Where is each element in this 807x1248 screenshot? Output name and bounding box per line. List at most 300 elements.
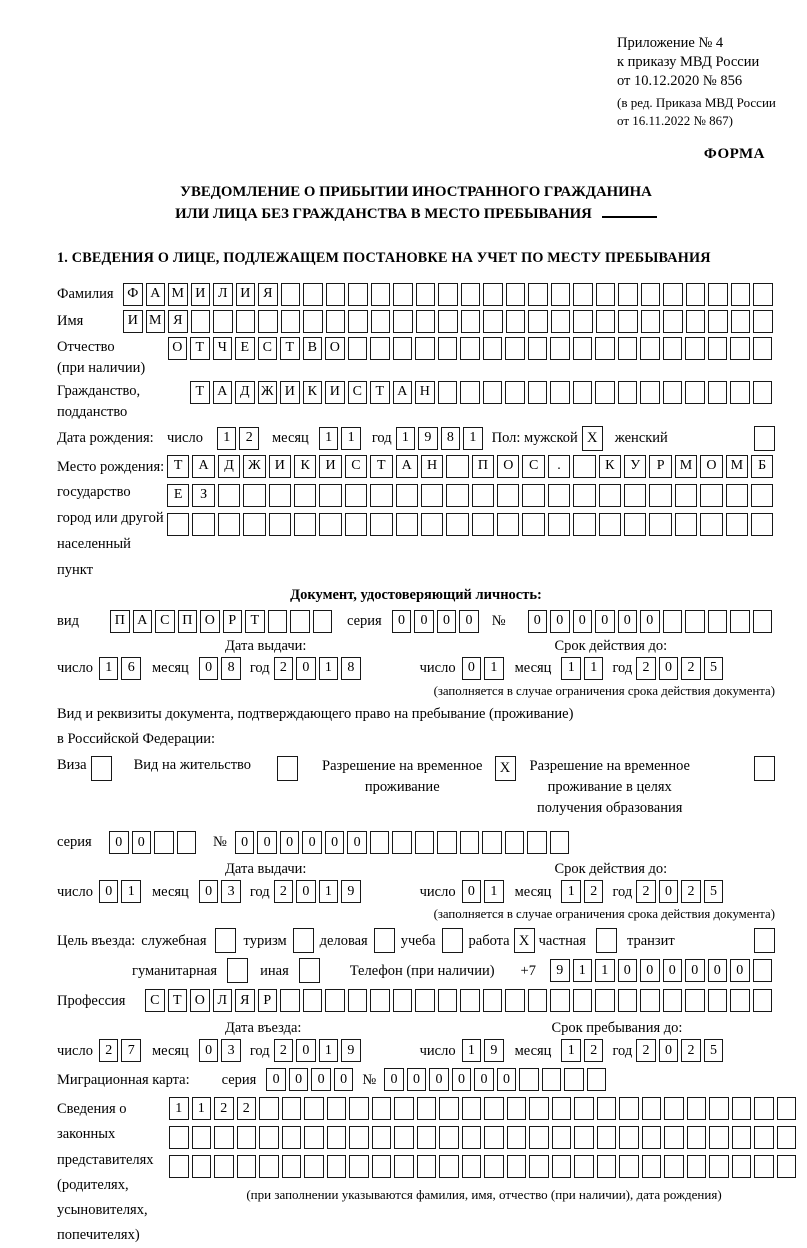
char-cell[interactable] [462, 1126, 482, 1149]
char-cell[interactable]: О [497, 455, 519, 478]
char-cell[interactable] [754, 1155, 774, 1178]
char-cell[interactable] [396, 513, 418, 536]
permit-issue-day[interactable] [99, 880, 144, 903]
char-cell[interactable] [213, 310, 233, 333]
char-cell[interactable] [529, 1126, 549, 1149]
char-cell[interactable] [624, 513, 646, 536]
char-cell[interactable] [438, 381, 458, 404]
char-cell[interactable] [587, 1068, 607, 1091]
iddoc-issue-year[interactable] [274, 657, 364, 680]
char-cell[interactable] [753, 959, 773, 982]
birthdate-month-boxes[interactable] [319, 427, 364, 450]
char-cell[interactable] [446, 455, 468, 478]
char-cell[interactable] [415, 989, 435, 1012]
birthplace-row2-boxes[interactable] [167, 484, 776, 507]
char-cell[interactable] [507, 1126, 527, 1149]
phone-boxes[interactable] [550, 959, 775, 982]
char-cell[interactable]: . [548, 455, 570, 478]
char-cell[interactable] [564, 1068, 584, 1091]
char-cell[interactable]: 0 [109, 831, 129, 854]
char-cell[interactable] [483, 283, 503, 306]
char-cell[interactable] [462, 1097, 482, 1120]
char-cell[interactable] [169, 1155, 189, 1178]
char-cell[interactable]: Т [190, 337, 210, 360]
char-cell[interactable] [327, 1126, 347, 1149]
char-cell[interactable]: П [472, 455, 494, 478]
char-cell[interactable] [732, 1097, 752, 1120]
char-cell[interactable] [528, 283, 548, 306]
char-cell[interactable] [259, 1155, 279, 1178]
char-cell[interactable] [460, 381, 480, 404]
char-cell[interactable] [214, 1155, 234, 1178]
char-cell[interactable]: 0 [659, 1039, 679, 1062]
permit-expiry-year[interactable] [636, 880, 726, 903]
char-cell[interactable] [483, 989, 503, 1012]
char-cell[interactable] [269, 484, 291, 507]
char-cell[interactable]: Т [168, 989, 188, 1012]
char-cell[interactable]: Н [421, 455, 443, 478]
char-cell[interactable] [522, 484, 544, 507]
char-cell[interactable] [484, 1155, 504, 1178]
char-cell[interactable] [497, 513, 519, 536]
char-cell[interactable] [599, 513, 621, 536]
char-cell[interactable] [416, 310, 436, 333]
char-cell[interactable]: П [110, 610, 130, 633]
char-cell[interactable] [753, 310, 773, 333]
char-cell[interactable] [709, 1097, 729, 1120]
char-cell[interactable]: 1 [595, 959, 615, 982]
char-cell[interactable]: 9 [484, 1039, 504, 1062]
char-cell[interactable] [624, 484, 646, 507]
char-cell[interactable] [528, 337, 548, 360]
char-cell[interactable] [281, 310, 301, 333]
char-cell[interactable] [192, 513, 214, 536]
residence-checkbox[interactable] [277, 756, 298, 781]
char-cell[interactable] [461, 283, 481, 306]
char-cell[interactable]: 0 [199, 1039, 219, 1062]
char-cell[interactable] [446, 513, 468, 536]
char-cell[interactable]: 0 [280, 831, 300, 854]
char-cell[interactable]: 5 [704, 657, 724, 680]
representatives-row2-boxes[interactable] [169, 1126, 799, 1149]
char-cell[interactable]: 1 [319, 427, 339, 450]
char-cell[interactable] [236, 310, 256, 333]
char-cell[interactable]: З [192, 484, 214, 507]
char-cell[interactable] [640, 381, 660, 404]
char-cell[interactable]: 1 [192, 1097, 212, 1120]
char-cell[interactable] [417, 1097, 437, 1120]
char-cell[interactable]: 2 [274, 657, 294, 680]
char-cell[interactable] [552, 1126, 572, 1149]
char-cell[interactable] [192, 1126, 212, 1149]
char-cell[interactable] [282, 1126, 302, 1149]
char-cell[interactable] [319, 484, 341, 507]
char-cell[interactable]: 5 [704, 880, 724, 903]
char-cell[interactable]: 0 [659, 880, 679, 903]
iddoc-issue-month[interactable] [199, 657, 244, 680]
char-cell[interactable] [218, 484, 240, 507]
char-cell[interactable] [618, 989, 638, 1012]
char-cell[interactable]: Ф [123, 283, 143, 306]
permit-series-boxes[interactable] [109, 831, 199, 854]
iddoc-issue-day[interactable] [99, 657, 144, 680]
char-cell[interactable]: 0 [708, 959, 728, 982]
char-cell[interactable]: 1 [99, 657, 119, 680]
char-cell[interactable] [685, 610, 705, 633]
char-cell[interactable] [709, 1155, 729, 1178]
char-cell[interactable]: 2 [681, 880, 701, 903]
char-cell[interactable]: 0 [462, 880, 482, 903]
char-cell[interactable]: 1 [561, 1039, 581, 1062]
char-cell[interactable]: А [213, 381, 233, 404]
char-cell[interactable] [472, 513, 494, 536]
char-cell[interactable]: 0 [289, 1068, 309, 1091]
char-cell[interactable]: Е [167, 484, 189, 507]
iddoc-kind-boxes[interactable] [110, 610, 335, 633]
char-cell[interactable]: П [178, 610, 198, 633]
char-cell[interactable] [214, 1126, 234, 1149]
stay-day[interactable] [462, 1039, 507, 1062]
char-cell[interactable] [618, 337, 638, 360]
char-cell[interactable] [259, 1097, 279, 1120]
char-cell[interactable] [730, 337, 750, 360]
char-cell[interactable] [237, 1155, 257, 1178]
char-cell[interactable] [527, 831, 547, 854]
permit-issue-year[interactable] [274, 880, 364, 903]
sex-female-checkbox[interactable] [754, 426, 775, 451]
char-cell[interactable] [269, 513, 291, 536]
char-cell[interactable]: 2 [214, 1097, 234, 1120]
char-cell[interactable] [191, 310, 211, 333]
char-cell[interactable]: Д [218, 455, 240, 478]
char-cell[interactable] [177, 831, 197, 854]
char-cell[interactable]: 8 [221, 657, 241, 680]
char-cell[interactable] [686, 283, 706, 306]
permit-expiry-day[interactable] [462, 880, 507, 903]
char-cell[interactable]: К [294, 455, 316, 478]
char-cell[interactable]: И [236, 283, 256, 306]
char-cell[interactable]: Л [213, 989, 233, 1012]
char-cell[interactable] [687, 1126, 707, 1149]
char-cell[interactable]: 0 [685, 959, 705, 982]
char-cell[interactable]: 1 [561, 880, 581, 903]
char-cell[interactable] [777, 1126, 797, 1149]
char-cell[interactable]: 0 [573, 610, 593, 633]
char-cell[interactable]: 9 [418, 427, 438, 450]
char-cell[interactable]: 0 [595, 610, 615, 633]
char-cell[interactable]: 0 [459, 610, 479, 633]
purpose-other-checkbox[interactable] [299, 958, 320, 983]
char-cell[interactable] [618, 310, 638, 333]
char-cell[interactable] [573, 283, 593, 306]
char-cell[interactable]: 9 [341, 1039, 361, 1062]
char-cell[interactable] [438, 283, 458, 306]
char-cell[interactable] [484, 1126, 504, 1149]
char-cell[interactable] [415, 831, 435, 854]
char-cell[interactable] [348, 310, 368, 333]
char-cell[interactable]: О [700, 455, 722, 478]
char-cell[interactable]: 2 [99, 1039, 119, 1062]
char-cell[interactable]: 1 [573, 959, 593, 982]
representatives-row1-boxes[interactable] [169, 1097, 799, 1120]
char-cell[interactable] [192, 1155, 212, 1178]
char-cell[interactable]: А [192, 455, 214, 478]
char-cell[interactable] [325, 989, 345, 1012]
char-cell[interactable] [596, 310, 616, 333]
char-cell[interactable] [415, 337, 435, 360]
char-cell[interactable] [282, 1097, 302, 1120]
char-cell[interactable]: 1 [462, 1039, 482, 1062]
char-cell[interactable] [259, 1126, 279, 1149]
char-cell[interactable] [663, 610, 683, 633]
char-cell[interactable] [372, 1097, 392, 1120]
char-cell[interactable]: 0 [384, 1068, 404, 1091]
char-cell[interactable] [348, 337, 368, 360]
char-cell[interactable]: 1 [561, 657, 581, 680]
char-cell[interactable] [393, 283, 413, 306]
char-cell[interactable]: И [319, 455, 341, 478]
char-cell[interactable]: У [624, 455, 646, 478]
char-cell[interactable]: 7 [121, 1039, 141, 1062]
char-cell[interactable]: А [393, 381, 413, 404]
char-cell[interactable] [326, 310, 346, 333]
char-cell[interactable] [313, 610, 333, 633]
char-cell[interactable] [641, 310, 661, 333]
char-cell[interactable]: 0 [257, 831, 277, 854]
char-cell[interactable] [663, 381, 683, 404]
char-cell[interactable]: 0 [618, 610, 638, 633]
char-cell[interactable] [258, 310, 278, 333]
char-cell[interactable]: Р [649, 455, 671, 478]
char-cell[interactable]: 0 [99, 880, 119, 903]
purpose-work-checkbox[interactable]: X [514, 928, 535, 953]
char-cell[interactable] [372, 1126, 392, 1149]
char-cell[interactable]: 9 [341, 880, 361, 903]
char-cell[interactable] [439, 1126, 459, 1149]
char-cell[interactable]: 0 [730, 959, 750, 982]
char-cell[interactable] [167, 513, 189, 536]
char-cell[interactable] [505, 381, 525, 404]
char-cell[interactable]: Л [213, 283, 233, 306]
char-cell[interactable] [732, 1155, 752, 1178]
char-cell[interactable]: Ч [213, 337, 233, 360]
char-cell[interactable]: 0 [266, 1068, 286, 1091]
char-cell[interactable] [708, 989, 728, 1012]
char-cell[interactable]: 0 [334, 1068, 354, 1091]
char-cell[interactable] [550, 831, 570, 854]
char-cell[interactable]: 9 [550, 959, 570, 982]
char-cell[interactable] [482, 831, 502, 854]
iddoc-expiry-month[interactable] [561, 657, 606, 680]
char-cell[interactable]: 0 [347, 831, 367, 854]
char-cell[interactable] [460, 337, 480, 360]
char-cell[interactable] [483, 381, 503, 404]
char-cell[interactable]: О [200, 610, 220, 633]
char-cell[interactable] [394, 1097, 414, 1120]
edu-permit-checkbox[interactable] [754, 756, 775, 781]
char-cell[interactable]: А [146, 283, 166, 306]
char-cell[interactable] [169, 1126, 189, 1149]
char-cell[interactable] [550, 337, 570, 360]
char-cell[interactable] [731, 283, 751, 306]
char-cell[interactable] [753, 283, 773, 306]
char-cell[interactable] [552, 1155, 572, 1178]
char-cell[interactable] [505, 831, 525, 854]
char-cell[interactable] [573, 989, 593, 1012]
birthplace-row1-boxes[interactable] [167, 455, 776, 478]
char-cell[interactable] [574, 1126, 594, 1149]
char-cell[interactable] [777, 1097, 797, 1120]
char-cell[interactable] [700, 484, 722, 507]
char-cell[interactable] [394, 1126, 414, 1149]
char-cell[interactable] [319, 513, 341, 536]
char-cell[interactable]: 2 [681, 1039, 701, 1062]
char-cell[interactable] [708, 610, 728, 633]
char-cell[interactable]: 0 [528, 610, 548, 633]
representatives-row3-boxes[interactable] [169, 1155, 799, 1178]
char-cell[interactable] [640, 337, 660, 360]
iddoc-number-boxes[interactable] [528, 610, 776, 633]
char-cell[interactable]: 0 [296, 1039, 316, 1062]
char-cell[interactable]: 8 [441, 427, 461, 450]
char-cell[interactable]: И [191, 283, 211, 306]
char-cell[interactable] [437, 831, 457, 854]
char-cell[interactable] [439, 1097, 459, 1120]
char-cell[interactable]: 1 [319, 1039, 339, 1062]
char-cell[interactable] [462, 1155, 482, 1178]
char-cell[interactable]: И [269, 455, 291, 478]
char-cell[interactable]: 1 [484, 880, 504, 903]
char-cell[interactable] [461, 310, 481, 333]
birthdate-day-boxes[interactable] [217, 427, 262, 450]
char-cell[interactable] [484, 1097, 504, 1120]
char-cell[interactable] [663, 283, 683, 306]
char-cell[interactable]: Т [190, 381, 210, 404]
char-cell[interactable] [303, 989, 323, 1012]
char-cell[interactable] [304, 1097, 324, 1120]
char-cell[interactable] [282, 1155, 302, 1178]
stay-month[interactable] [561, 1039, 606, 1062]
char-cell[interactable] [777, 1155, 797, 1178]
char-cell[interactable] [438, 310, 458, 333]
char-cell[interactable]: Ж [258, 381, 278, 404]
char-cell[interactable] [548, 484, 570, 507]
char-cell[interactable] [551, 310, 571, 333]
char-cell[interactable] [664, 1126, 684, 1149]
char-cell[interactable] [730, 381, 750, 404]
iddoc-series-boxes[interactable] [392, 610, 482, 633]
purpose-official-checkbox[interactable] [215, 928, 236, 953]
char-cell[interactable]: Т [370, 381, 390, 404]
char-cell[interactable] [618, 381, 638, 404]
char-cell[interactable]: Т [167, 455, 189, 478]
char-cell[interactable] [730, 989, 750, 1012]
char-cell[interactable] [497, 484, 519, 507]
purpose-humanitarian-checkbox[interactable] [227, 958, 248, 983]
char-cell[interactable] [243, 513, 265, 536]
char-cell[interactable]: 0 [311, 1068, 331, 1091]
char-cell[interactable] [708, 381, 728, 404]
char-cell[interactable] [731, 310, 751, 333]
char-cell[interactable] [595, 337, 615, 360]
char-cell[interactable]: 2 [274, 880, 294, 903]
char-cell[interactable]: М [726, 455, 748, 478]
char-cell[interactable] [573, 381, 593, 404]
char-cell[interactable]: 3 [221, 1039, 241, 1062]
char-cell[interactable] [663, 310, 683, 333]
char-cell[interactable] [708, 283, 728, 306]
char-cell[interactable] [663, 337, 683, 360]
char-cell[interactable] [348, 989, 368, 1012]
char-cell[interactable]: 1 [217, 427, 237, 450]
char-cell[interactable] [664, 1097, 684, 1120]
sex-male-checkbox[interactable]: X [582, 426, 603, 451]
char-cell[interactable] [751, 513, 773, 536]
char-cell[interactable] [663, 989, 683, 1012]
char-cell[interactable] [438, 989, 458, 1012]
char-cell[interactable] [416, 283, 436, 306]
char-cell[interactable]: 0 [132, 831, 152, 854]
char-cell[interactable] [640, 989, 660, 1012]
char-cell[interactable]: 1 [396, 427, 416, 450]
char-cell[interactable] [396, 484, 418, 507]
char-cell[interactable] [268, 610, 288, 633]
char-cell[interactable] [551, 283, 571, 306]
char-cell[interactable]: К [303, 381, 323, 404]
char-cell[interactable] [394, 1155, 414, 1178]
char-cell[interactable] [548, 513, 570, 536]
char-cell[interactable] [326, 283, 346, 306]
char-cell[interactable] [280, 989, 300, 1012]
char-cell[interactable] [597, 1097, 617, 1120]
char-cell[interactable]: 1 [319, 657, 339, 680]
char-cell[interactable]: Ж [243, 455, 265, 478]
char-cell[interactable]: 0 [199, 657, 219, 680]
char-cell[interactable] [573, 310, 593, 333]
char-cell[interactable] [574, 1155, 594, 1178]
char-cell[interactable] [506, 283, 526, 306]
char-cell[interactable] [529, 1097, 549, 1120]
char-cell[interactable] [438, 337, 458, 360]
char-cell[interactable] [753, 337, 773, 360]
char-cell[interactable] [754, 1126, 774, 1149]
permit-expiry-month[interactable] [561, 880, 606, 903]
char-cell[interactable] [304, 1155, 324, 1178]
iddoc-expiry-day[interactable] [462, 657, 507, 680]
char-cell[interactable] [619, 1155, 639, 1178]
char-cell[interactable]: О [325, 337, 345, 360]
char-cell[interactable]: 0 [414, 610, 434, 633]
char-cell[interactable]: Е [235, 337, 255, 360]
char-cell[interactable] [675, 484, 697, 507]
char-cell[interactable] [708, 337, 728, 360]
char-cell[interactable] [370, 831, 390, 854]
char-cell[interactable]: С [522, 455, 544, 478]
char-cell[interactable] [446, 484, 468, 507]
char-cell[interactable] [573, 455, 595, 478]
char-cell[interactable] [596, 283, 616, 306]
char-cell[interactable] [687, 1097, 707, 1120]
char-cell[interactable] [393, 337, 413, 360]
char-cell[interactable] [597, 1155, 617, 1178]
char-cell[interactable] [552, 1097, 572, 1120]
char-cell[interactable] [528, 989, 548, 1012]
char-cell[interactable]: 2 [681, 657, 701, 680]
char-cell[interactable]: 2 [636, 657, 656, 680]
char-cell[interactable] [237, 1126, 257, 1149]
char-cell[interactable] [685, 337, 705, 360]
char-cell[interactable] [303, 310, 323, 333]
